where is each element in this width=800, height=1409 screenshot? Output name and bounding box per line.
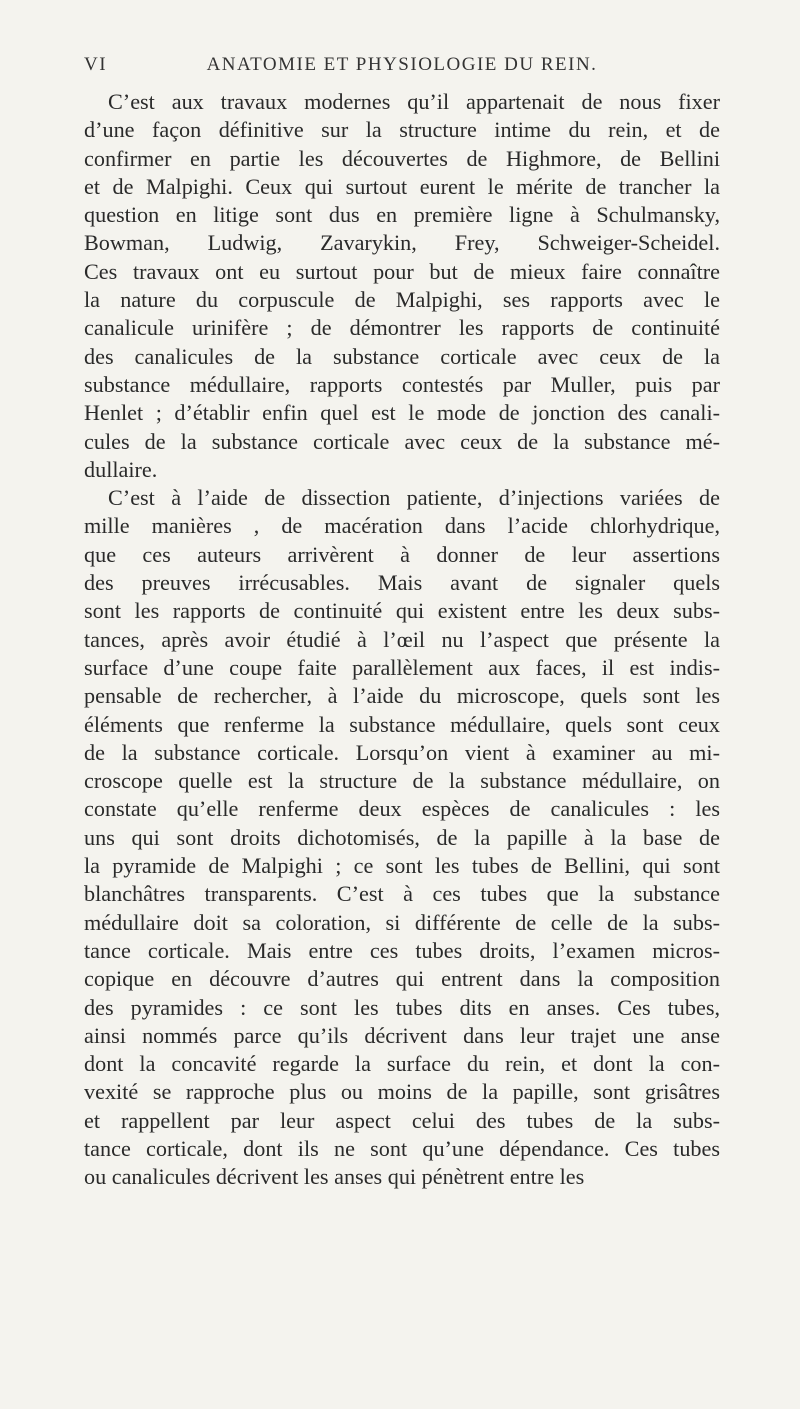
text-line: des pyramides : ce sont les tubes dits en anses. Ces tubes, [84,994,720,1020]
text-line: cules de la substance corticale avec ceux de la substance mé- [84,428,720,454]
paragraph [84,88,720,484]
text-line: sont les rapports de continuité qui existent entre les deux subs- [84,598,720,624]
text-line: canalicule urinifère ; de démontrer les rapports de continuité [84,315,720,341]
text-line: dont la concavité regarde la surface du rein, et dont la con- [84,1051,720,1077]
text-line: que ces auteurs arrivèrent à donner de leur assertions [84,541,720,567]
text-line: des preuves irrécusables. Mais avant de signaler quels [84,570,720,596]
text-line: Bowman, Ludwig, Zavarykin, Frey, Schweiger-Scheidel. [84,230,720,256]
text-line: tances, après avoir étudié à l’œil nu l’aspect que présente la [84,626,720,652]
text-line: confirmer en partie les découvertes de Highmore, de Bellini [84,145,720,171]
text-line: tance corticale. Mais entre ces tubes droits, l’examen micros- [84,937,720,963]
text-line: croscope quelle est la structure de la substance médullaire, on [84,768,720,794]
text-line: C’est aux travaux modernes qu’il appartenait de nous fixer [108,89,720,114]
text-line: copique en découvre d’autres qui entrent dans la composition [84,966,720,992]
text-line: et rappellent par leur aspect celui des tubes de la subs- [84,1107,720,1133]
text-line: la pyramide de Malpighi ; ce sont les tubes de Bellini, qui sont [84,853,720,879]
text-line: pensable de rechercher, à l’aide du microscope, quels sont les [84,683,720,709]
text-line: de la substance corticale. Lorsqu’on vient à examiner au mi- [84,739,720,765]
text-line: tance corticale, dont ils ne sont qu’une dépendance. Ces tubes [84,1135,720,1161]
text-line: substance médullaire, rapports contestés par Muller, puis par [84,371,720,397]
text-line: C’est à l’aide de dissection patiente, d’injections variées de [108,485,720,511]
text-line: Ces travaux ont eu surtout pour but de mieux faire connaître [84,258,720,284]
text-line: éléments que renferme la substance médullaire, quels sont ceux [84,711,720,737]
text-line: médullaire doit sa coloration, si différente de celle de la subs- [84,909,720,935]
text-line: question en litige sont dus en première ligne à Schulmansky, [84,202,720,228]
text-line: constate qu’elle renferme deux espèces de canalicules : les [84,796,720,822]
text-line: ou canalicules décrivent les anses qui pénètrent entre les [84,1164,585,1190]
text-line: blanchâtres transparents. C’est à ces tubes que la substance [84,881,720,907]
text-line: dullaire. [84,456,158,482]
text-line: Henlet ; d’établir enfin quel est le mode de jonction des canali- [84,400,720,426]
text-line: ainsi nommés parce qu’ils décrivent dans leur trajet une anse [84,1022,720,1048]
running-title: ANATOMIE ET PHYSIOLOGIE DU REIN. [206,54,598,75]
text-line: mille manières , de macération dans l’acide chlorhydrique, [84,513,720,539]
paragraph [84,484,720,1191]
text-line: vexité se rapproche plus ou moins de la papille, sont grisâtres [84,1079,720,1105]
page-number: VI [84,54,108,75]
text-line: et de Malpighi. Ceux qui surtout eurent le mérite de trancher la [84,173,720,199]
text-line: la nature du corpuscule de Malpighi, ses rapports avec le [84,287,720,313]
text-line: des canalicules de la substance corticale avec ceux de la [84,343,720,369]
text-line: uns qui sont droits dichotomisés, de la papille à la base de [84,824,720,850]
text-line: surface d’une coupe faite parallèlement aux faces, il est indis- [84,654,720,680]
text-line: d’une façon définitive sur la structure intime du rein, et de [84,117,720,143]
running-head [84,54,720,82]
body-text [84,88,720,1192]
